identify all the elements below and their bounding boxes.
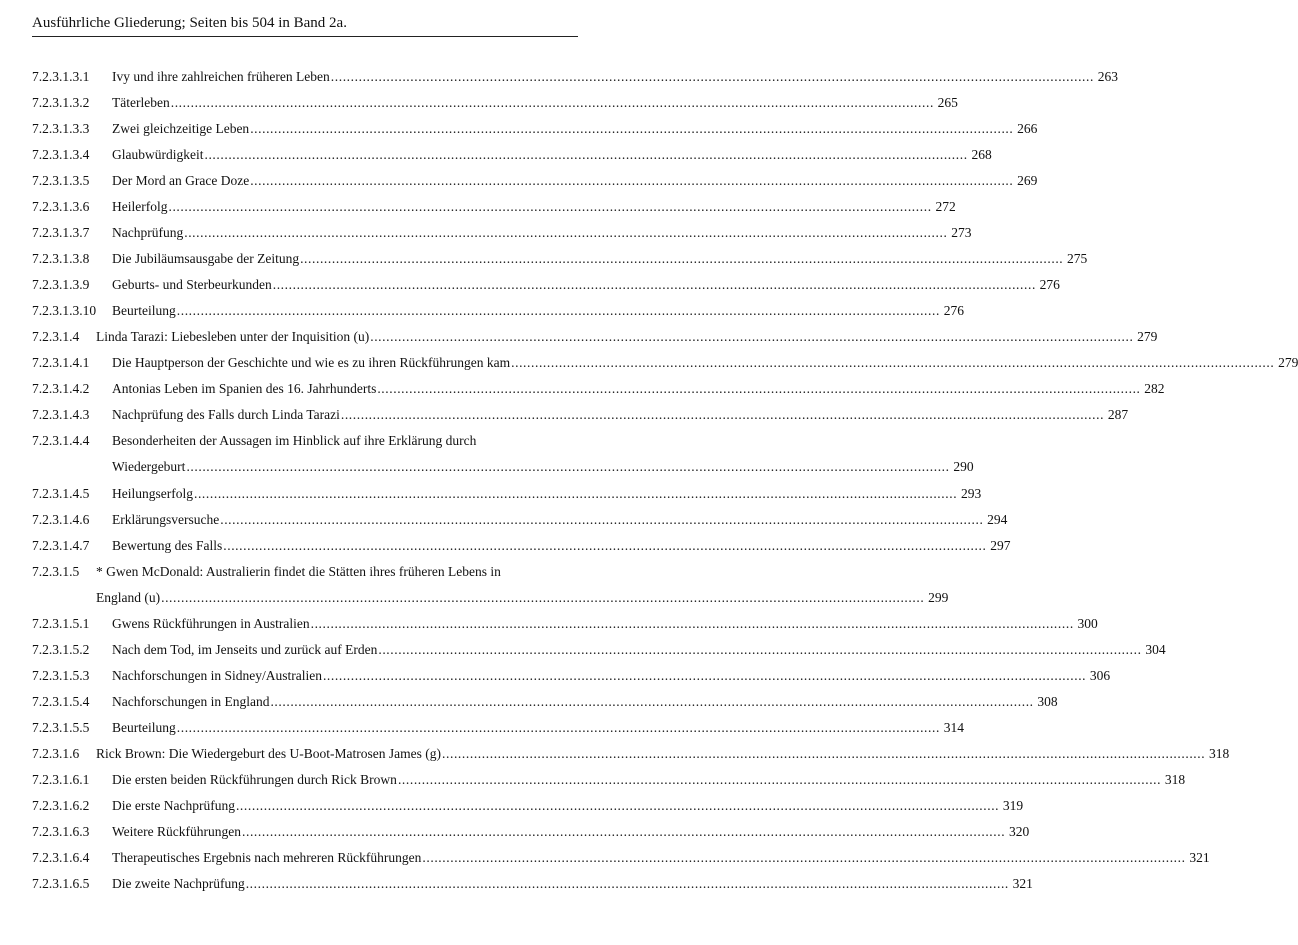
toc-leader-dots [341,406,1104,424]
toc-leader-dots [177,719,940,737]
toc-entry[interactable] [32,719,964,737]
toc-entry[interactable] [32,485,982,503]
toc-entry-title: Nachprüfung [112,225,184,240]
toc-entry-line [112,458,974,476]
toc-entry[interactable] [32,406,1129,424]
toc-entry-body [112,380,1165,398]
toc-entry-title: Antonias Leben im Spanien des 16. Jahrhunderts [112,381,377,396]
toc-entry-page: 318 [1164,772,1186,787]
toc-entry-line [112,875,1033,893]
toc-leader-dots [242,823,1005,841]
toc-entry-line [112,354,1298,372]
toc-entry-title: Weitere Rückführungen [112,824,241,839]
toc-entry[interactable] [32,693,1058,711]
toc-entry[interactable] [32,172,1038,190]
toc-entry-line [112,511,1008,529]
toc-entry-line [112,823,1030,841]
toc-entry-page: 279 [1137,329,1158,344]
toc-entry[interactable] [32,615,1098,633]
toc-entry[interactable] [32,797,1024,815]
toc-entry-line [112,276,1060,294]
toc-entry-title: Ivy und ihre zahlreichen früheren Leben [112,69,330,84]
toc-entry-line [112,719,964,737]
toc-entry-title: Die zweite Nachprüfung [112,876,245,891]
toc-entry-page: 282 [1144,381,1165,396]
toc-entry-body [112,537,1011,555]
toc-entry-body [112,120,1038,138]
toc-entry[interactable] [32,849,1210,867]
toc-entry-number: 7.2.3.1.4.3 [32,407,90,422]
toc-entry-body [112,485,982,503]
toc-entry-body [112,224,972,242]
toc-entry-body [112,511,1008,529]
toc-entry-title: Beurteilung [112,303,176,318]
toc-leader-dots [300,250,1063,268]
toc-entry-page: 293 [960,486,982,501]
toc-entry-line [112,146,992,164]
toc-entry-title: Heilungserfolg [112,486,193,501]
toc-leader-dots [323,667,1086,685]
toc-leader-dots [220,511,983,529]
toc-entry[interactable] [32,198,956,216]
toc-entry-line [112,172,1038,190]
toc-entry[interactable] [32,68,1118,86]
toc-leader-dots [204,146,967,164]
toc-entry-body [112,94,958,112]
toc-entry-line [96,328,1158,346]
toc-entry-number: 7.2.3.1.5.5 [32,720,90,735]
toc-entry[interactable] [32,771,1186,789]
toc-entry-title: Rick Brown: Die Wiedergeburt des U-Boot-Matrosen James (g) [96,746,442,761]
toc-leader-dots [184,224,947,242]
toc-entry-line [112,693,1058,711]
toc-entry-page: 299 [928,590,949,605]
toc-entry-line [112,250,1088,268]
toc-entry-title: Therapeutisches Ergebnis nach mehreren Rückführungen [112,850,422,865]
toc-entry[interactable] [32,667,1111,685]
toc-leader-dots [236,797,999,815]
toc-entry-line [112,120,1038,138]
toc-entry-title: Die erste Nachprüfung [112,798,235,813]
toc-entry-title: Geburts- und Sterbeurkunden [112,277,272,292]
toc-entry-body [112,797,1024,815]
toc-entry-number: 7.2.3.1.4.2 [32,381,90,396]
toc-leader-dots [186,458,949,476]
toc-entry-number: 7.2.3.1.3.1 [32,69,90,84]
toc-entry[interactable] [32,224,972,242]
toc-entry-body [112,276,1060,294]
toc-entry-title: Glaubwürdigkeit [112,147,204,162]
toc-entry-title: Die Jubiläumsausgabe der Zeitung [112,251,300,266]
toc-entry-number: 7.2.3.1.5.4 [32,694,90,709]
toc-entry-title: Heilerfolg [112,199,168,214]
toc-entry-number: 7.2.3.1.3.10 [32,303,97,318]
toc-entry-title: Bewertung des Falls [112,538,223,553]
toc-entry-line [112,380,1165,398]
toc-entry-line [112,615,1098,633]
toc-entry-page: 321 [1012,876,1033,891]
toc-entry-title: Die ersten beiden Rückführungen durch Rick Brown [112,772,397,787]
toc-entry-number: 7.2.3.1.3.8 [32,251,90,266]
toc-entry-page: 276 [943,303,964,318]
toc-entry-body [96,563,949,607]
toc-leader-dots [422,849,1185,867]
toc-entry-page: 275 [1067,251,1088,266]
toc-entry-page: 276 [1039,277,1060,292]
toc-entry-title: Der Mord an Grace Doze [112,173,250,188]
toc-leader-dots [177,302,940,320]
toc-entry[interactable] [32,94,958,112]
toc-leader-dots [311,615,1074,633]
toc-entry-title: Täterleben [112,95,170,110]
toc-entry-number: 7.2.3.1.5.3 [32,668,90,683]
toc-entry-number: 7.2.3.1.3.6 [32,199,90,214]
toc-entry-page: 314 [943,720,964,735]
toc-entry-number: 7.2.3.1.5.2 [32,642,90,657]
toc-entry-body [112,406,1129,424]
toc-entry[interactable] [32,354,1298,372]
toc-entry[interactable] [32,250,1088,268]
toc-entry[interactable] [32,823,1030,841]
toc-leader-dots [273,276,1036,294]
toc-entry-page: 320 [1008,824,1030,839]
toc-entry-number: 7.2.3.1.6.5 [32,876,90,891]
toc-entry-page: 273 [951,225,972,240]
toc-entry-body [96,745,1230,763]
header-title: Ausführliche Gliederung; Seiten bis 504 in Band 2a. [32,15,347,31]
toc-entry-line [112,198,956,216]
toc-leader-dots [250,120,1013,138]
toc-entry-number: 7.2.3.1.5.1 [32,616,90,631]
toc-entry-title: Zwei gleichzeitige Leben [112,121,250,136]
toc-entry-title: Beurteilung [112,720,176,735]
toc-entry-line [112,302,964,320]
toc-entry-line [112,406,1129,424]
toc-entry-title: Wiedergeburt [112,459,186,474]
toc-entry[interactable] [32,641,1166,659]
toc-entry-line [112,68,1118,86]
toc-entry-title-line1: Besonderheiten der Aussagen im Hinblick auf ihre Erklärung durch [112,433,477,448]
toc-entry-page: 294 [987,512,1008,527]
toc-entry[interactable] [32,328,1158,346]
toc-entry-body [96,328,1158,346]
toc-entry-title: England (u) [96,590,161,605]
toc-leader-dots [223,537,986,555]
toc-entry-line [112,641,1166,659]
toc-entry-body [112,641,1166,659]
toc-entry-title: Nachforschungen in England [112,694,270,709]
toc-entry-number: 7.2.3.1.4.1 [32,355,90,370]
toc-entry-number: 7.2.3.1.5 [32,564,80,579]
toc-entry-number: 7.2.3.1.4 [32,329,80,344]
toc-entry-page: 306 [1089,668,1111,683]
toc-entry-page: 272 [935,199,956,214]
toc-entry-line [96,745,1230,763]
toc-entry-body [112,432,974,476]
toc-entry-page: 321 [1189,850,1210,865]
toc-entry-body [112,719,964,737]
toc-entry-page: 297 [990,538,1011,553]
toc-entry-line [112,797,1024,815]
toc-leader-dots [246,875,1009,893]
toc-entry-number: 7.2.3.1.6.2 [32,798,90,813]
toc-entry-body [112,68,1118,86]
toc-leader-dots [171,94,934,112]
toc-entry-body [112,354,1298,372]
toc-entry-line [112,94,958,112]
toc-entry-body [112,198,956,216]
toc-entry-page: 268 [971,147,992,162]
toc-entry-number: 7.2.3.1.3.7 [32,225,90,240]
toc-entry-number: 7.2.3.1.3.3 [32,121,90,136]
toc-leader-dots [378,641,1141,659]
toc-entry-number: 7.2.3.1.6 [32,746,80,761]
toc-leader-dots [377,380,1140,398]
toc-entry-number: 7.2.3.1.3.5 [32,173,90,188]
toc-entry-title: Erklärungsversuche [112,512,220,527]
toc-leader-dots [194,485,957,503]
toc-entry-body [112,146,992,164]
toc-entry[interactable] [32,302,964,320]
toc-entry-body [112,302,964,320]
toc-entry-title: Nachprüfung des Falls durch Linda Tarazi [112,407,340,422]
toc-entry-body [112,875,1033,893]
toc-entry[interactable] [32,380,1165,398]
toc-entry-title: Die Hauptperson der Geschichte und wie es zu ihren Rückführungen kam [112,355,511,370]
toc-entry[interactable] [32,146,992,164]
toc-entry-title: Nach dem Tod, im Jenseits und zurück auf Erden [112,642,378,657]
toc-entry-line [112,667,1111,685]
toc-leader-dots [398,771,1161,789]
toc-entry-number: 7.2.3.1.4.5 [32,486,90,501]
toc-entry-page: 308 [1037,694,1058,709]
toc-entry[interactable] [32,875,1033,893]
toc-entry[interactable] [32,432,974,476]
toc-leader-dots [442,745,1205,763]
toc-entry-body [112,771,1186,789]
toc-entry-number: 7.2.3.1.3.2 [32,95,90,110]
toc-entry-number: 7.2.3.1.3.4 [32,147,90,162]
toc-entry[interactable] [32,120,1038,138]
toc-entry-number: 7.2.3.1.6.1 [32,772,90,787]
toc-leader-dots [161,589,924,607]
toc-entry-body [112,250,1088,268]
toc-leader-dots [511,354,1274,372]
toc-entry[interactable] [32,276,1060,294]
toc-entry-body [112,172,1038,190]
toc-entry-body [112,615,1098,633]
toc-entry-body [112,849,1210,867]
toc-entry-page: 265 [937,95,958,110]
toc-entry[interactable] [32,563,949,607]
toc-entry-line [112,224,972,242]
toc-entry-page: 318 [1208,746,1230,761]
toc-entry-number: 7.2.3.1.4.7 [32,538,90,553]
toc-entry-page: 290 [953,459,974,474]
toc-leader-dots [270,693,1033,711]
toc-entry[interactable] [32,537,1011,555]
toc-leader-dots [250,172,1013,190]
toc-entry-line [112,537,1011,555]
toc-entry-body [112,693,1058,711]
toc-entry-title: Nachforschungen in Sidney/Australien [112,668,322,683]
toc-entry-page: 287 [1107,407,1129,422]
toc-entry-page: 279 [1278,355,1298,370]
toc-entry[interactable] [32,511,1008,529]
toc-entry-page: 263 [1097,69,1118,84]
toc-entry-body [112,823,1030,841]
toc-entry-title: Linda Tarazi: Liebesleben unter der Inquisition (u) [96,329,370,344]
toc-entry-title-line1: * Gwen McDonald: Australierin findet die Stätten ihres früheren Lebens in [96,564,501,579]
toc-leader-dots [370,328,1133,346]
toc-entry-number: 7.2.3.1.4.4 [32,433,90,448]
toc-entry-line [112,849,1210,867]
toc-entry-number: 7.2.3.1.6.4 [32,850,90,865]
toc-leader-dots [168,198,931,216]
toc-entry-line [112,771,1186,789]
toc-entry-line [96,589,949,607]
toc-entry[interactable] [32,745,1230,763]
toc-entry-number: 7.2.3.1.4.6 [32,512,90,527]
toc-entry-page: 266 [1017,121,1038,136]
toc-entry-page: 300 [1077,616,1098,631]
toc-entry-number: 7.2.3.1.3.9 [32,277,90,292]
toc-entry-page: 319 [1002,798,1024,813]
page-header [32,10,578,37]
toc-entry-page: 304 [1145,642,1166,657]
toc-entry-line [112,485,982,503]
toc-entry-body [112,667,1111,685]
toc-entry-title: Gwens Rückführungen in Australien [112,616,310,631]
toc-entry-number: 7.2.3.1.6.3 [32,824,90,839]
toc-leader-dots [331,68,1094,86]
toc-entry-page: 269 [1017,173,1038,188]
